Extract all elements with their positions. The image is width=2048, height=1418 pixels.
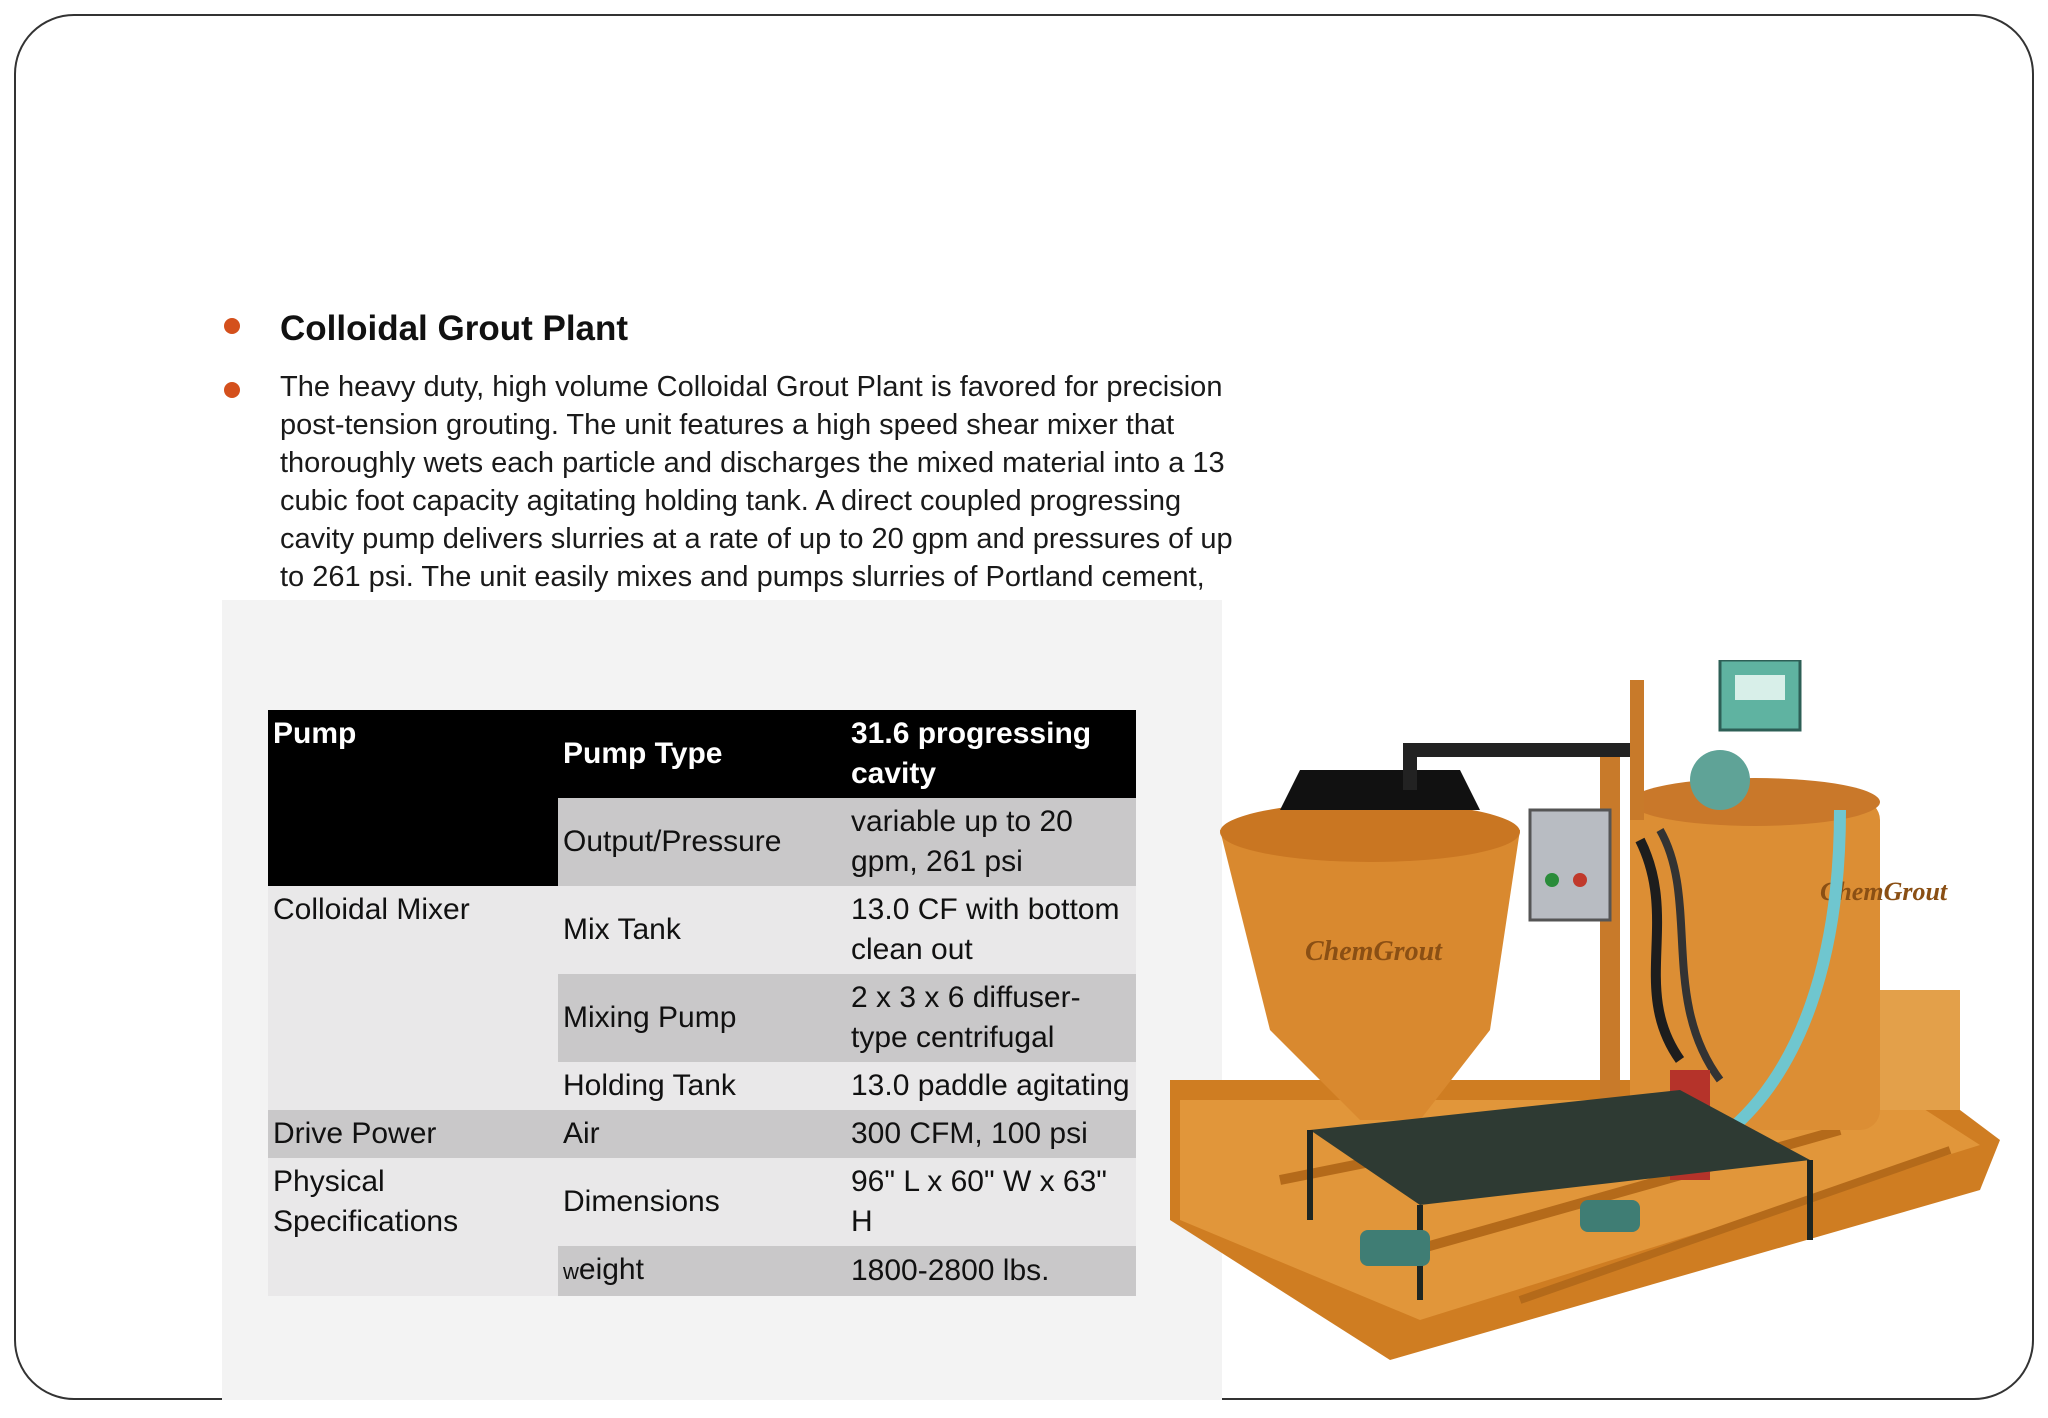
row-label: Pump Type — [558, 710, 846, 798]
group-cell-pump: Pump — [268, 710, 558, 886]
indicator-light — [1545, 873, 1559, 887]
motor — [1360, 1230, 1430, 1266]
group-cell-drive-power: Drive Power — [268, 1110, 558, 1158]
row-value: 13.0 CF with bottom clean out — [846, 886, 1136, 974]
label-prefix: w — [563, 1259, 579, 1284]
slide-heading: Colloidal Grout Plant — [280, 309, 629, 348]
label-rest: eight — [578, 1253, 644, 1286]
brand-logo-right: ChemGrout — [1820, 877, 1948, 906]
table-row — [268, 886, 1136, 974]
row-value: 96" L x 60" W x 63" H — [846, 1158, 1136, 1246]
control-box — [1530, 810, 1610, 920]
brand-logo-left: ChemGrout — [1305, 936, 1442, 967]
mix-tank-rim — [1220, 802, 1520, 862]
table-row — [268, 710, 1136, 798]
frame-post — [1630, 680, 1644, 820]
row-value: 13.0 paddle agitating — [846, 1062, 1136, 1110]
row-value: variable up to 20 gpm, 261 psi — [846, 798, 1136, 886]
row-value: 1800-2800 lbs. — [846, 1246, 1136, 1296]
table-row — [268, 1158, 1136, 1246]
bullet-heading — [220, 304, 1340, 354]
row-label: Output/Pressure — [558, 798, 846, 886]
side-box — [1880, 990, 1960, 1110]
description-paragraph: The heavy duty, high volume Colloidal Grout Plant is favored for precision post-tension grouting. The unit features a high speed shear mixer that thoroughly wets each particle and discharges the mixed material into a 13 cubic foot capacity agitating holding tank. A direct coupled progressing cavity pump delivers slurries at a rate of up to 20 gpm and pressures of up to 261 psi. The unit easily mixes and pumps slurries of Portland cement, — [280, 371, 1233, 593]
motor — [1580, 1200, 1640, 1232]
hopper-lid — [1280, 770, 1480, 810]
frame-post — [1600, 750, 1620, 1110]
row-label: Dimensions — [558, 1158, 846, 1246]
spec-table — [268, 710, 1136, 1296]
row-value: 31.6 progressing cavity — [846, 710, 1136, 798]
row-value: 2 x 3 x 6 diffuser-type centrifugal — [846, 974, 1136, 1062]
row-label — [558, 1246, 846, 1296]
row-label: Air — [558, 1110, 846, 1158]
row-label: Mix Tank — [558, 886, 846, 974]
group-cell-physical: Physical Specifications — [268, 1158, 558, 1296]
group-cell-colloidal-mixer: Colloidal Mixer — [268, 886, 558, 1110]
row-label: Mixing Pump — [558, 974, 846, 1062]
row-value: 300 CFM, 100 psi — [846, 1110, 1136, 1158]
bullet-dot-icon — [224, 382, 240, 398]
indicator-light — [1573, 873, 1587, 887]
row-label: Holding Tank — [558, 1062, 846, 1110]
grout-plant-photo — [1160, 660, 2010, 1370]
bullet-dot-icon — [224, 318, 240, 334]
table-row — [268, 1110, 1136, 1158]
mix-tank — [1220, 830, 1520, 1120]
flow-meter-display — [1735, 675, 1785, 700]
valve-body — [1690, 750, 1750, 810]
